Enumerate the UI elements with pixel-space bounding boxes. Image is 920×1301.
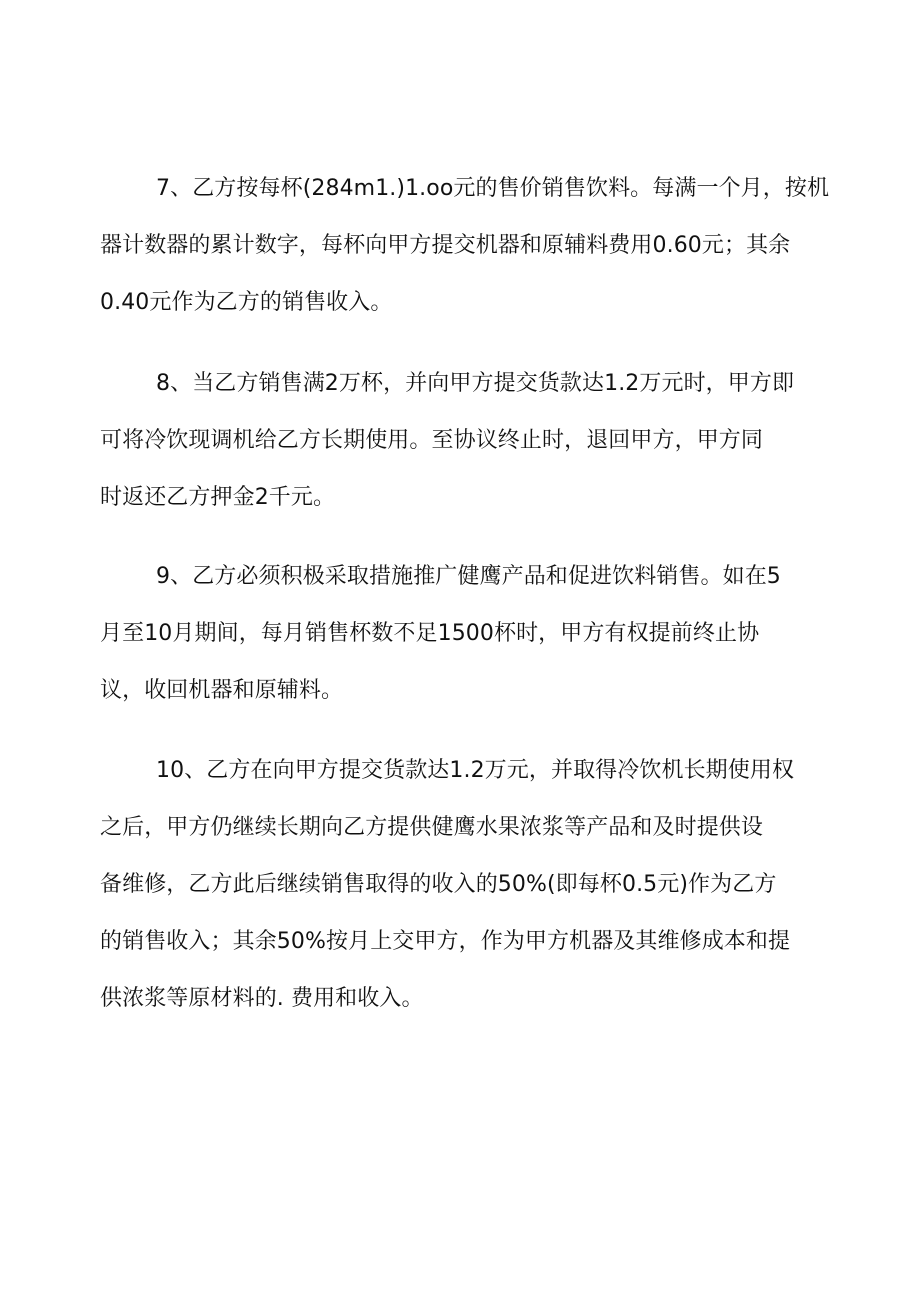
clause-7 [100,160,830,331]
clause-10-line-4: 的销售收入；其余50%按月上交甲方，作为甲方机器及其维修成本和提 [100,929,791,954]
clause-9-line-3: 议，收回机器和原辅料。 [100,678,344,703]
clause-8 [100,355,830,526]
clause-10-line-2: 之后，甲方仍继续长期向乙方提供健鹰水果浓浆等产品和及时提供设 [100,815,764,840]
clause-8-line-1: 8、当乙方销售满2万杯，并向甲方提交货款达1.2万元时，甲方即 [156,371,795,396]
clause-10 [100,742,830,1027]
clause-7-line-1: 7、乙方按每杯(284m1.)1.oo元的售价销售饮料。每满一个月，按机 [156,176,830,201]
clause-9-line-1: 9、乙方必须积极采取措施推广健鹰产品和促进饮料销售。如在5 [156,564,781,589]
clause-10-line-1: 10、乙方在向甲方提交货款达1.2万元，并取得冷饮机长期使用权 [156,758,795,783]
clause-9 [100,548,830,719]
clause-7-line-3: 0.40元作为乙方的销售收入。 [100,290,393,315]
clause-8-line-2: 可将冷饮现调机给乙方长期使用。至协议终止时，退回甲方，甲方同 [100,428,764,453]
clause-8-line-3: 时返还乙方押金2千元。 [100,485,336,510]
clause-10-line-5: 供浓浆等原材料的. 费用和收入。 [100,986,424,1011]
clause-9-line-2: 月至10月期间，每月销售杯数不足1500杯时，甲方有权提前终止协 [100,621,760,646]
clause-10-line-3: 备维修，乙方此后继续销售取得的收入的50%(即每杯0.5元)作为乙方 [100,872,777,897]
clause-7-line-2: 器计数器的累计数字，每杯向甲方提交机器和原辅料费用0.60元；其余 [100,233,791,258]
